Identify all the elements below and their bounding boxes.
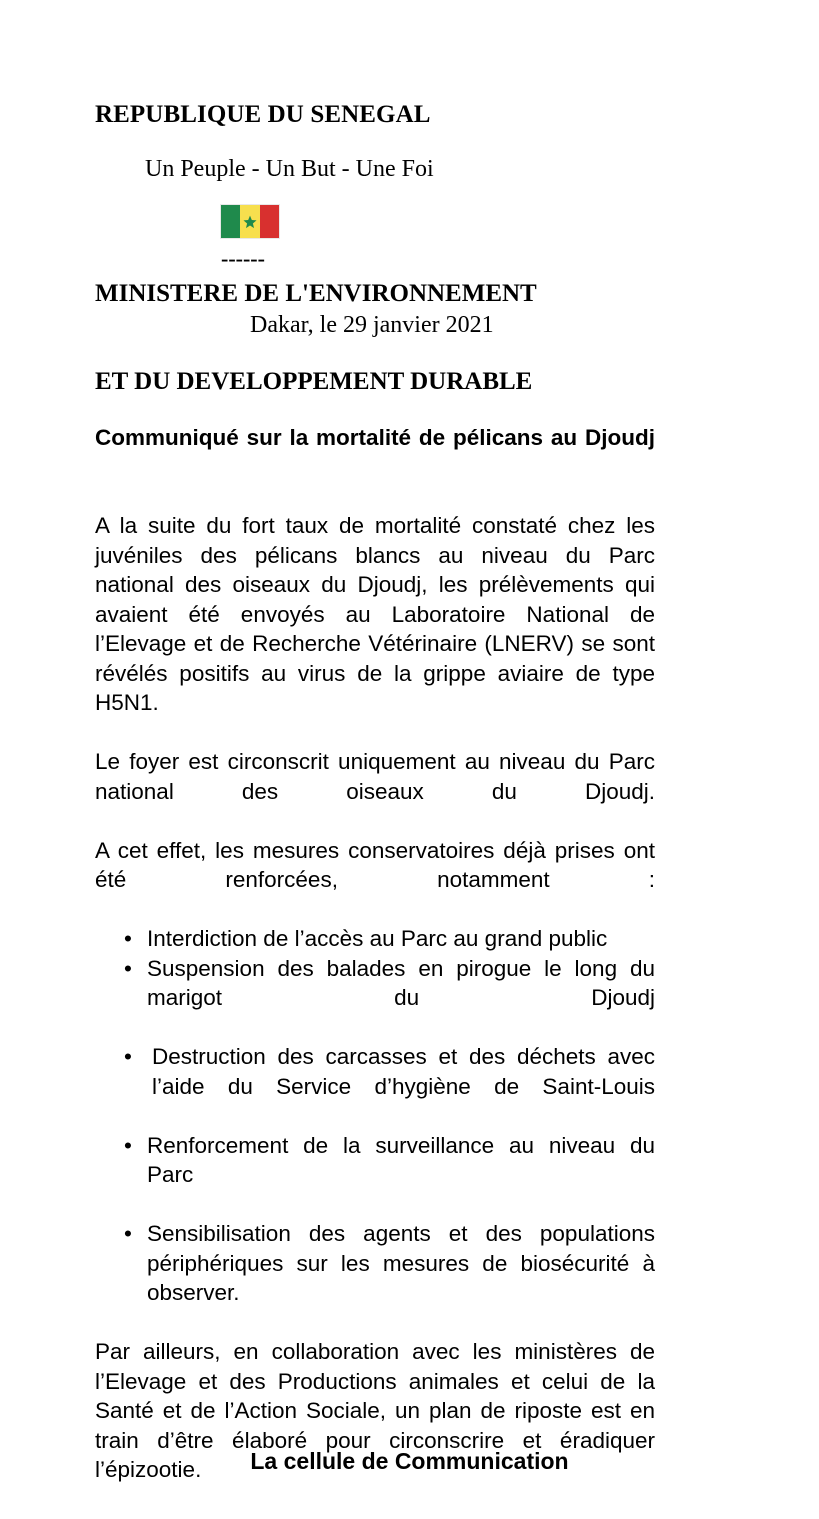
document-body [95, 423, 655, 1485]
paragraph-intro: A la suite du fort taux de mortalité constaté chez les juvéniles des pélicans blancs au niveau du Parc national des oiseaux du Djoudj, les prélèvements qui avaient été envoyés au Laboratoire National de l’Elevage et de Recherche Vétérinaire (LNERV) se sont révélés positifs au virus de la grippe aviaire de type H5N1. [95, 513, 655, 715]
republic-heading: REPUBLIQUE DU SENEGAL [95, 101, 431, 128]
list-item [95, 1219, 655, 1337]
flag-band-red [260, 205, 279, 238]
list-item-text: Renforcement de la surveillance au niveau du Parc [147, 1132, 655, 1187]
signature-line: La cellule de Communication [250, 1448, 569, 1474]
ministry-heading-line2: ET DU DEVELOPPEMENT DURABLE [95, 368, 533, 395]
list-item-text: Interdiction de l’accès au Parc au grand public [147, 926, 608, 951]
list-item [95, 1042, 655, 1131]
flag-container [95, 204, 655, 239]
paragraph-mesures-lead: A cet effet, les mesures conservatoires déjà prises ont été renforcées, notamment : [95, 837, 655, 892]
flag-band-yellow [240, 205, 259, 238]
flag-star-icon [243, 215, 257, 229]
paragraph-closing: Par ailleurs, en collaboration avec les ministères de l’Elevage et des Productions animales et celui de la Santé et de l’Action Sociale, un plan de riposte est en train d’être élaboré pour circonscrire et éradiquer l’épizootie. [95, 1339, 655, 1482]
title-spacer [95, 482, 655, 511]
flag-band-green [221, 205, 240, 238]
measures-list [95, 924, 655, 1337]
place-and-date: Dakar, le 29 janvier 2021 [250, 312, 494, 338]
list-item-text: Suspension des balades en pirogue le long du marigot du Djoudj [147, 955, 655, 1010]
national-motto: Un Peuple - Un But - Une Foi [145, 156, 434, 182]
list-item [95, 954, 655, 1043]
communique-title: Communiqué sur la mortalité de pélicans au Djoudj [95, 425, 655, 450]
paragraph-foyer: Le foyer est circonscrit uniquement au niveau du Parc national des oiseaux du Djoudj. [95, 749, 655, 804]
list-item [95, 924, 655, 954]
senegal-flag-icon [220, 204, 280, 239]
ministry-heading-line1: MINISTERE DE L'ENVIRONNEMENT [95, 280, 537, 307]
letterhead [95, 100, 655, 397]
separator-dashes: ------ [221, 246, 265, 271]
list-item [95, 1131, 655, 1220]
list-item-text: Destruction des carcasses et des déchets avec l’aide du Service d’hygiène de Saint-Louis [152, 1044, 655, 1099]
list-item-text: Sensibilisation des agents et des populations périphériques sur les mesures de biosécurité à observer. [147, 1221, 655, 1305]
